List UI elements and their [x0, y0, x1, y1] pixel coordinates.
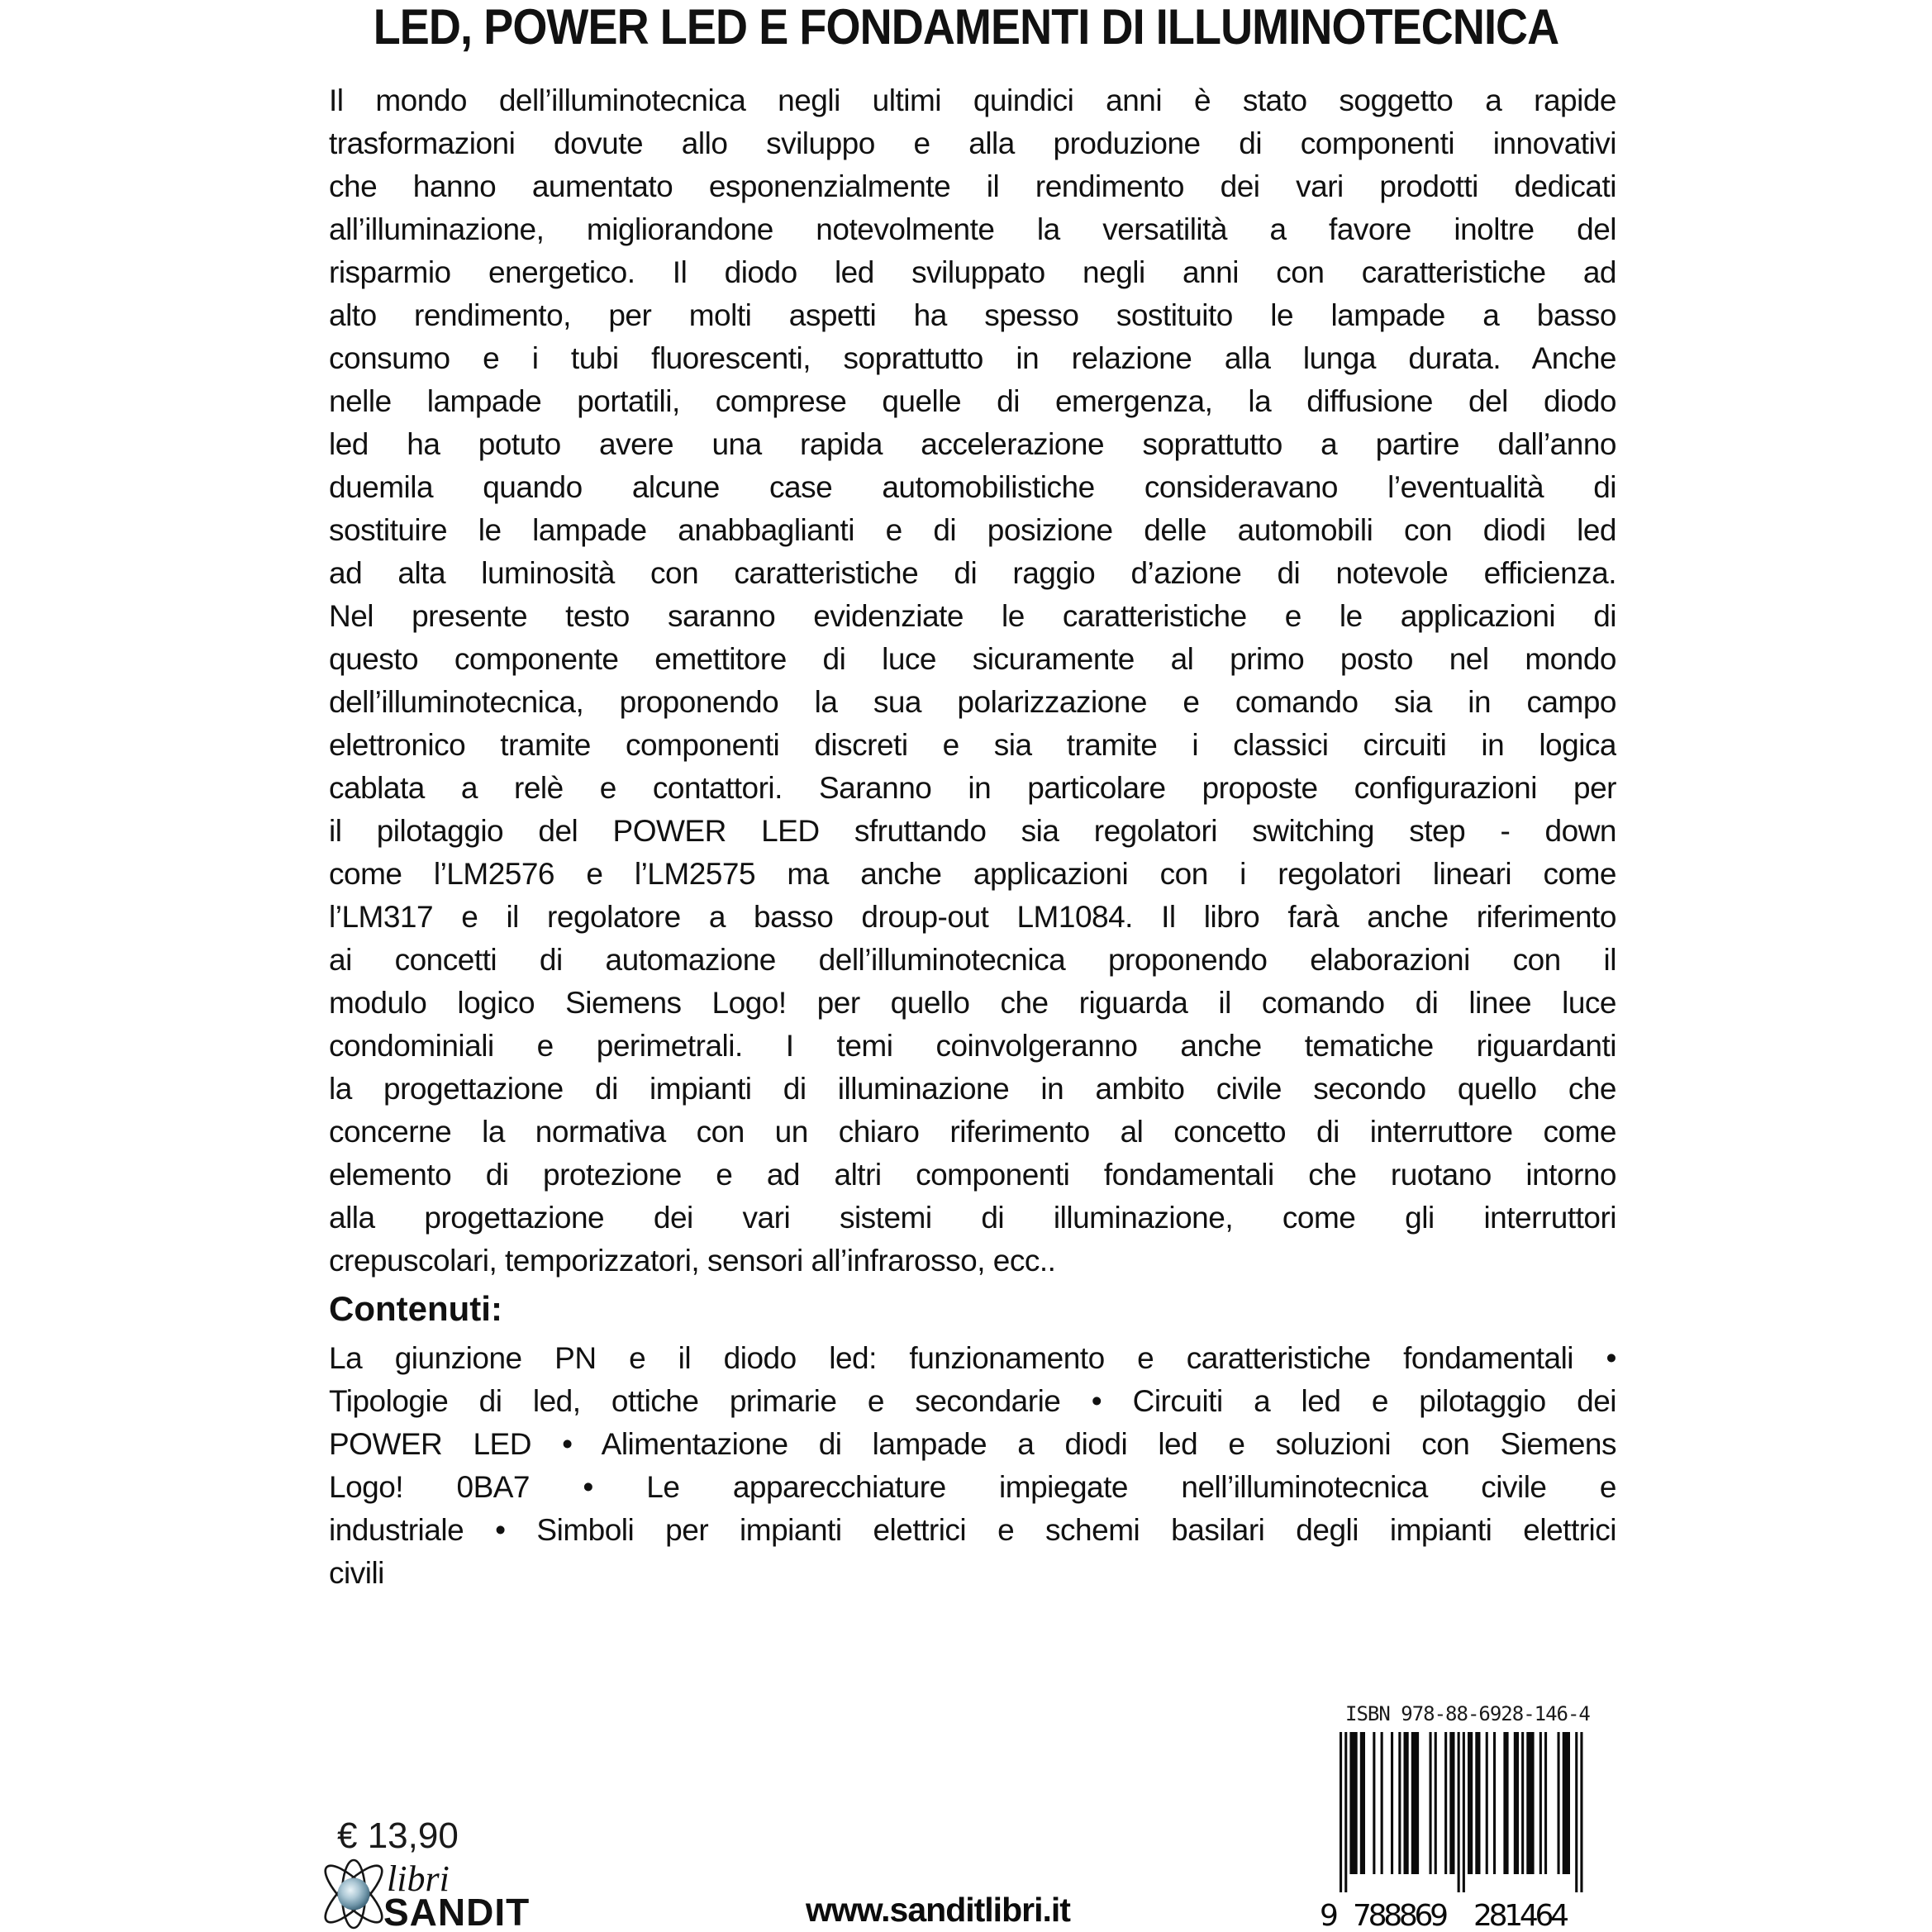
- contents-line: Tipologie di led, ottiche primarie e secondarie • Circuiti a led e pilotaggio dei: [329, 1384, 1616, 1418]
- description-line: la progettazione di impianti di illuminazione in ambito civile secondo quello che: [329, 1072, 1616, 1106]
- description-line: condominiali e perimetrali. I temi coinvolgeranno anche tematiche riguardanti: [329, 1029, 1616, 1063]
- logo-sandit-text: SANDIT: [383, 1891, 531, 1932]
- description-line: questo componente emettitore di luce sicuramente al primo posto nel mondo: [329, 642, 1616, 676]
- description-line: nelle lampade portatili, comprese quelle di emergenza, la diffusione del diodo: [329, 384, 1616, 418]
- logo-libri-text: libri: [387, 1858, 450, 1899]
- ean-barcode-svg: [1318, 1732, 1591, 1932]
- svg-text:9: 9: [1320, 1899, 1339, 1932]
- ean-barcode: [1318, 1732, 1591, 1932]
- contents-line: POWER LED • Alimentazione di lampade a diodi led e soluzioni con Siemens: [329, 1427, 1616, 1461]
- description-line: alto rendimento, per molti aspetti ha spesso sostituito le lampade a basso: [329, 298, 1616, 332]
- description-line: l’LM317 e il regolatore a basso droup-out LM1084. Il libro farà anche riferimento: [329, 900, 1616, 934]
- contents-line: La giunzione PN e il diodo led: funzionamento e caratteristiche fondamentali •: [329, 1341, 1616, 1375]
- contents-line: Logo! 0BA7 • Le apparecchiature impiegate nell’illuminotecnica civile e: [329, 1470, 1616, 1504]
- description-paragraph: [329, 79, 1616, 1282]
- description-line: Nel presente testo saranno evidenziate le caratteristiche e le applicazioni di: [329, 599, 1616, 633]
- publisher-logo: [321, 1851, 535, 1932]
- description-line: sostituire le lampade anabbaglianti e di posizione delle automobili con diodi led: [329, 513, 1616, 547]
- description-line: dell’illuminotecnica, proponendo la sua polarizzazione e comando sia in campo: [329, 685, 1616, 719]
- description-line: Il mondo dell’illuminotecnica negli ultimi quindici anni è stato soggetto a rapide: [329, 83, 1616, 117]
- description-line: duemila quando alcune case automobilistiche consideravano l’eventualità di: [329, 470, 1616, 504]
- website-url: www.sanditlibri.it: [806, 1891, 1070, 1929]
- contents-line: civili: [329, 1556, 384, 1590]
- description-line: come l’LM2576 e l’LM2575 ma anche applicazioni con i regolatori lineari come: [329, 857, 1616, 891]
- svg-text:788869: 788869: [1353, 1899, 1449, 1932]
- description-line: elemento di protezione e ad altri componenti fondamentali che ruotano intorno: [329, 1158, 1616, 1192]
- description-line: consumo e i tubi fluorescenti, soprattutto in relazione alla lunga durata. Anche: [329, 341, 1616, 375]
- description-line: ad alta luminosità con caratteristiche di raggio d’azione di notevole efficienza.: [329, 556, 1616, 590]
- description-line: modulo logico Siemens Logo! per quello che riguarda il comando di linee luce: [329, 986, 1616, 1020]
- atom-icon: [321, 1858, 389, 1930]
- book-title: [0, 2, 1932, 53]
- description-line: ai concetti di automazione dell’illuminotecnica proponendo elaborazioni con il: [329, 943, 1616, 977]
- contents-paragraph: [329, 1337, 1616, 1595]
- book-title-text: LED, POWER LED E FONDAMENTI DI ILLUMINOTECNICA: [373, 0, 1559, 55]
- description-line: risparmio energetico. Il diodo led sviluppato negli anni con caratteristiche ad: [329, 255, 1616, 289]
- description-line: alla progettazione dei vari sistemi di illuminazione, come gli interruttori: [329, 1201, 1616, 1235]
- isbn-label: ISBN 978-88-6928-146-4: [1345, 1702, 1590, 1725]
- description-line: crepuscolari, temporizzatori, sensori all’infrarosso, ecc..: [329, 1244, 1056, 1278]
- description-line: led ha potuto avere una rapida accelerazione soprattutto a partire dall’anno: [329, 427, 1616, 461]
- svg-text:281464: 281464: [1473, 1899, 1569, 1932]
- description-line: concerne la normativa con un chiaro riferimento al concetto di interruttore come: [329, 1115, 1616, 1149]
- contents-line: industriale • Simboli per impianti elettrici e schemi basilari degli impianti elettrici: [329, 1513, 1616, 1547]
- description-line: cablata a relè e contattori. Saranno in particolare proposte configurazioni per: [329, 771, 1616, 805]
- description-line: che hanno aumentato esponenzialmente il rendimento dei vari prodotti dedicati: [329, 169, 1616, 203]
- description-line: all’illuminazione, migliorandone notevolmente la versatilità a favore inoltre del: [329, 212, 1616, 246]
- price-label: € 13,90: [337, 1815, 459, 1856]
- description-line: il pilotaggio del POWER LED sfruttando sia regolatori switching step - down: [329, 814, 1616, 848]
- contents-heading: Contenuti:: [329, 1289, 502, 1328]
- description-line: elettronico tramite componenti discreti e sia tramite i classici circuiti in logica: [329, 728, 1616, 762]
- description-line: trasformazioni dovute allo sviluppo e alla produzione di componenti innovativi: [329, 126, 1616, 160]
